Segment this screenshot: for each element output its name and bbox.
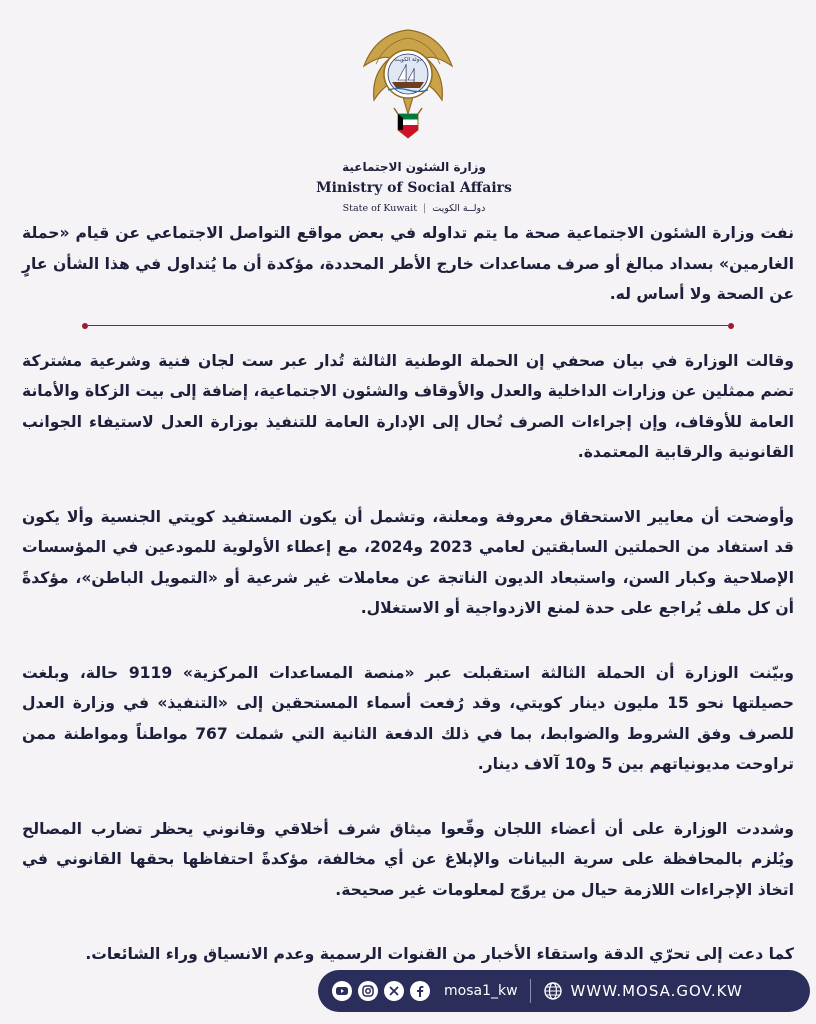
state-line xyxy=(0,203,816,214)
divider-line xyxy=(88,325,728,327)
footer-separator xyxy=(530,979,531,1003)
divider-dot-left xyxy=(82,323,88,329)
paragraph-2: وأوضحت أن معايير الاستحقاق معروفة ومعلنة، وتشمل أن يكون المستفيد كويتي الجنسية وألا يكون قد استفاد من الحملتين السابقتين لعامي 2023 و2024، مع إعطاء الأولوية للمودعين في المؤسسات الإصلاحية وكبار السن، واستبعاد الديون الناتجة عن معاملات غير شرعية أو «التمويل الباطن»، مؤكدةً أن كل ملف يُراجع على حدة لمنع الازدواجية أو الاستغلال. xyxy=(22,507,795,617)
header xyxy=(0,22,816,214)
state-name-english: State of Kuwait xyxy=(342,203,418,214)
social-links xyxy=(332,981,518,1001)
social-handle[interactable]: mosa1_kw xyxy=(444,983,518,999)
paragraph-gap xyxy=(22,905,794,939)
paragraph-4: وشددت الوزارة على أن أعضاء اللجان وقّعوا ميثاق شرف أخلاقي وقانوني يحظر تضارب المصالح ويُلزم بالمحافظة على سرية البيانات والإبلاغ عن أي مخالفة، مؤكدةً احتفاظها بحقها القانوني في اتخاذ الإجراءات اللازمة حيال من يروّج لمعلومات غير صحيحة. xyxy=(22,819,794,899)
website-link[interactable] xyxy=(543,981,743,1001)
kuwait-emblem-logo xyxy=(358,22,458,152)
article xyxy=(22,218,794,970)
state-separator: | xyxy=(423,203,427,214)
footer-bar xyxy=(318,970,810,1012)
paragraph-5: كما دعت إلى تحرّي الدقة واستقاء الأخبار من القنوات الرسمية وعدم الانسياق وراء الشائعات. xyxy=(85,945,794,963)
paragraph-1: وقالت الوزارة في بيان صحفي إن الحملة الوطنية الثالثة تُدار عبر ست لجان فنية وشرعية مشتركة تضم ممثلين عن وزارات الداخلية والعدل والأوقاف والشئون الاجتماعية، إضافة إلى بيت الزكاة والأمانة العامة للأوقاف، وإن إجراءات الصرف تُحال إلى الإدارة العامة للتنفيذ بوزارة العدل لاستيفاء الجوانب القانونية والرقابية المعتمدة. xyxy=(22,351,794,461)
paragraph-gap xyxy=(22,624,794,658)
youtube-icon[interactable] xyxy=(332,981,352,1001)
ministry-name-english: Ministry of Social Affairs xyxy=(316,180,512,196)
lead-paragraph: نفت وزارة الشئون الاجتماعية صحة ما يتم تداوله في بعض مواقع التواصل الاجتماعي عن قيام «حملة الغارمين» بسداد مبالغ أو صرف مساعدات خارج الأطر المحددة، مؤكدة أن ما يُتداول في هذا الشأن عارٍ عن الصحة ولا أساس له. xyxy=(22,224,794,303)
x-icon[interactable] xyxy=(384,981,404,1001)
instagram-icon[interactable] xyxy=(358,981,378,1001)
paragraph-gap xyxy=(22,780,794,814)
ministry-name-arabic: وزارة الشئون الاجتماعية xyxy=(342,160,486,174)
emblem-caption: دولة الكويت xyxy=(394,57,422,63)
paragraph-3: وبيّنت الوزارة أن الحملة الثالثة استقبلت عبر «منصة المساعدات المركزية» 9119 حالة، وبلغت حصيلتها نحو 15 مليون دينار كويتي، وقد رُفعت أسماء المستحقين إلى «التنفيذ» في وزارة العدل للصرف وفق الشروط والضوابط، بما في ذلك الدفعة الثانية التي شملت 767 مواطناً ومواطنة ممن تراوحت مديونياتهم بين 5 و10 آلاف دينار. xyxy=(22,663,795,773)
website-url[interactable]: WWW.MOSA.GOV.KW xyxy=(570,982,743,1000)
facebook-icon[interactable] xyxy=(410,981,430,1001)
section-divider xyxy=(82,320,734,332)
divider-dot-right xyxy=(728,323,734,329)
paragraph-gap xyxy=(22,468,794,502)
state-name-arabic: دولــة الكويت xyxy=(432,203,486,214)
globe-icon xyxy=(543,981,563,1001)
